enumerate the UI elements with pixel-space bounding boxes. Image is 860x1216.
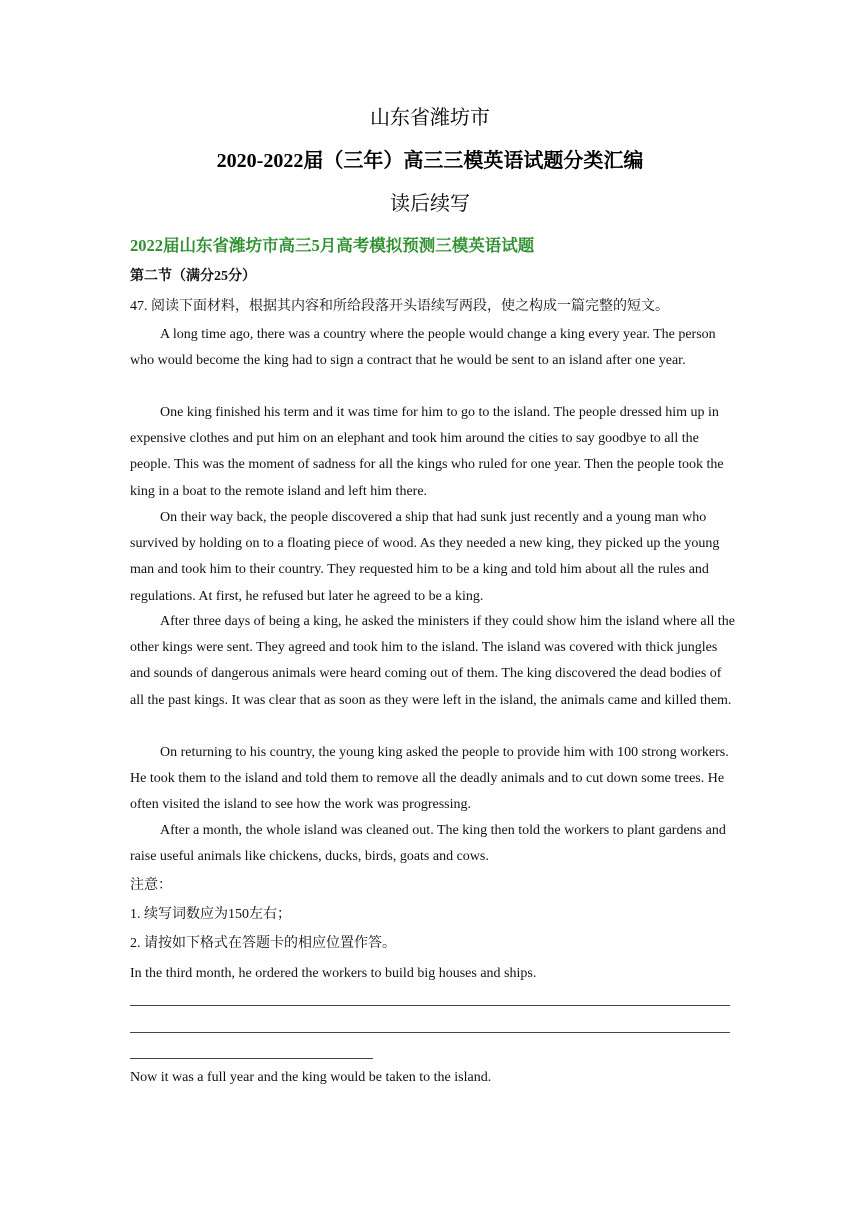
- continuation-opening-2: Now it was a full year and the king would be taken to the island.: [130, 1070, 492, 1085]
- answer-line-2: [130, 1032, 730, 1033]
- document-title-region: 山东省潍坊市: [370, 107, 490, 129]
- passage-paragraph-3: On their way back, the people discovered a ship that had sunk just recently and a young man who survived by holding on to a floating piece of wood. As they needed a new king, they picked up the young man and took him to their country. They requested him to be a king and told him about all the rules and regulations. At first, he refused but later he agreed to be a king.: [130, 510, 720, 604]
- document-title-collection: 2020-2022届（三年）高三三模英语试题分类汇编: [216, 150, 644, 172]
- note-item-1: 1. 续写词数应为150左右；: [130, 907, 291, 922]
- exam-heading: 2022届山东省潍坊市高三5月高考模拟预测三模英语试题: [130, 236, 535, 255]
- passage-paragraph-1: A long time ago, there was a country where the people would change a king every year. The person who would become the king had to sign a contract that he would be sent to an island after one year.: [130, 327, 716, 369]
- part-heading: 第二节（满分25分）: [130, 269, 256, 284]
- notes-label: 注意：: [130, 878, 172, 893]
- passage-paragraph-4: After three days of being a king, he asked the ministers if they could show him the island where all the other kings were sent. They agreed and took him to the island. The island was covered with thick jungles and sounds of dangerous animals were heard coming out of them. The king discovered the dead bodies of all the past kings. It was clear that as soon as they were left in the island, the animals came and killed them.: [130, 614, 736, 708]
- note-item-2: 2. 请按如下格式在答题卡的相应位置作答。: [130, 936, 396, 951]
- passage-paragraph-2: One king finished his term and it was time for him to go to the island. The people dressed him up in expensive clothes and put him on an elephant and took him around the cities to say goodbye to all the people. This was the moment of sadness for all the kings who ruled for one year. Then the people took the king in a boat to the remote island and left him there.: [130, 405, 724, 499]
- passage-paragraph-5: On returning to his country, the young king asked the people to provide him with 100 strong workers. He took them to the island and told them to remove all the deadly animals and to cut down some trees. He often visited the island to see how the work was progressing.: [130, 745, 729, 813]
- passage-paragraph-6: After a month, the whole island was cleaned out. The king then told the workers to plant gardens and raise useful animals like chickens, ducks, birds, goats and cows.: [130, 823, 726, 865]
- document-title-topic: 读后续写: [390, 193, 470, 215]
- answer-line-1: [130, 1005, 730, 1006]
- answer-line-3: [130, 1058, 373, 1059]
- continuation-opening-1: In the third month, he ordered the workers to build big houses and ships.: [130, 966, 537, 981]
- question-instruction: 47. 阅读下面材料，根据其内容和所给段落开头语续写两段，使之构成一篇完整的短文。: [130, 299, 669, 314]
